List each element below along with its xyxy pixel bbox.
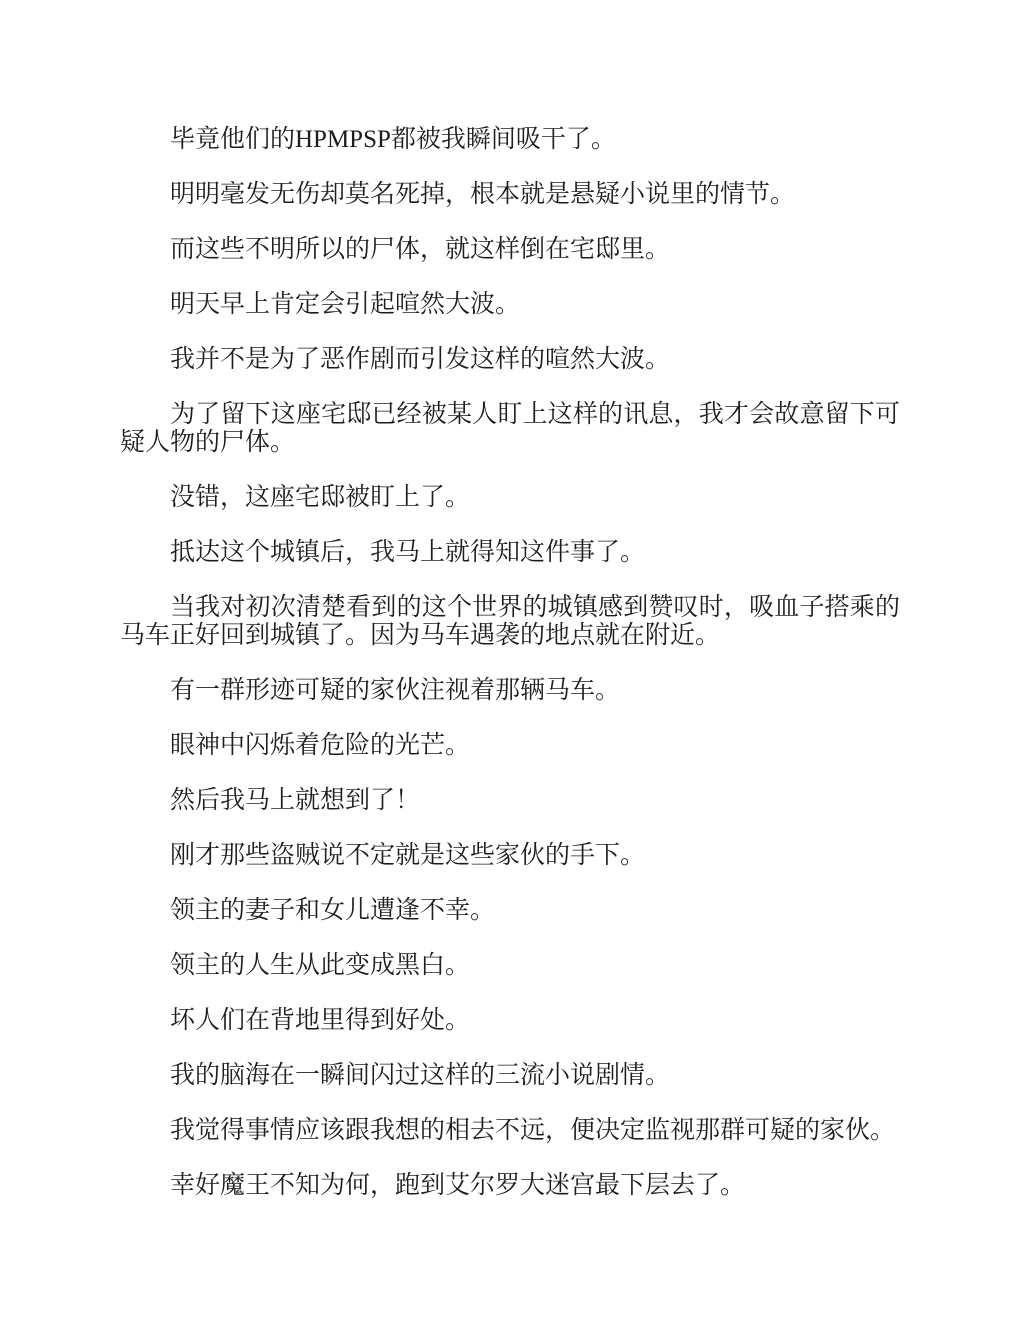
paragraph: 毕竟他们的HPMPSP都被我瞬间吸干了。 bbox=[170, 126, 616, 153]
paragraph: 当我对初次清楚看到的这个世界的城镇感到赞叹时，吸血子搭乘的马车正好回到城镇了。因为马车遇袭的地点就在附近。 bbox=[120, 594, 900, 649]
paragraph: 为了留下这座宅邸已经被某人盯上这样的讯息，我才会故意留下可疑人物的尸体。 bbox=[120, 401, 900, 456]
paragraph: 明明毫发无伤却莫名死掉，根本就是悬疑小说里的情节。 bbox=[170, 181, 796, 208]
paragraph: 然后我马上就想到了！ bbox=[170, 787, 421, 814]
paragraph: 抵达这个城镇后，我马上就得知这件事了。 bbox=[170, 539, 646, 566]
paragraph: 明天早上肯定会引起喧然大波。 bbox=[170, 291, 521, 318]
paragraph: 领主的妻子和女儿遭逢不幸。 bbox=[170, 897, 496, 924]
paragraph: 有一群形迹可疑的家伙注视着那辆马车。 bbox=[170, 677, 621, 704]
paragraph: 眼神中闪烁着危险的光芒。 bbox=[170, 732, 471, 759]
paragraph: 领主的人生从此变成黑白。 bbox=[170, 952, 471, 979]
paragraph: 而这些不明所以的尸体，就这样倒在宅邸里。 bbox=[170, 236, 671, 263]
paragraph: 刚才那些盗贼说不定就是这些家伙的手下。 bbox=[170, 842, 646, 869]
paragraph: 我的脑海在一瞬间闪过这样的三流小说剧情。 bbox=[170, 1062, 671, 1089]
paragraph: 我并不是为了恶作剧而引发这样的喧然大波。 bbox=[170, 346, 671, 373]
paragraph: 没错，这座宅邸被盯上了。 bbox=[170, 484, 471, 511]
paragraph: 幸好魔王不知为何，跑到艾尔罗大迷宫最下层去了。 bbox=[170, 1172, 746, 1199]
paragraph: 我觉得事情应该跟我想的相去不远，便决定监视那群可疑的家伙。 bbox=[170, 1117, 896, 1144]
document-body bbox=[120, 126, 900, 1200]
paragraph: 坏人们在背地里得到好处。 bbox=[170, 1007, 471, 1034]
